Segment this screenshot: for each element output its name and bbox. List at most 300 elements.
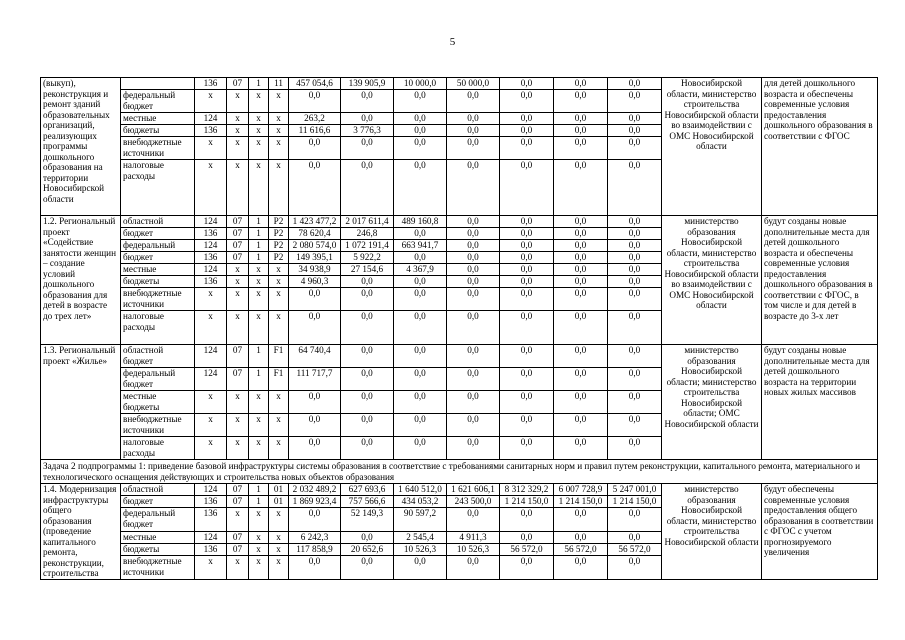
year-value-5: 0,0 bbox=[500, 78, 554, 90]
year-value-6: 0,0 bbox=[554, 345, 608, 368]
year-value-3: 0,0 bbox=[394, 368, 447, 391]
year-value-2: 0,0 bbox=[341, 414, 394, 437]
funding-source: областной bbox=[121, 484, 195, 496]
code-item: 01 bbox=[269, 484, 289, 496]
year-value-5: 0,0 bbox=[500, 90, 554, 113]
code-item: x bbox=[269, 125, 289, 137]
year-value-1: 6 242,3 bbox=[289, 531, 341, 543]
code-program: x bbox=[249, 311, 269, 345]
code-section: x bbox=[227, 311, 249, 345]
code-section: x bbox=[227, 125, 249, 137]
code-item: x bbox=[269, 311, 289, 345]
year-value-7: 0,0 bbox=[608, 113, 662, 125]
year-value-5: 0,0 bbox=[500, 125, 554, 137]
year-value-4: 0,0 bbox=[447, 276, 500, 288]
year-value-7: 0,0 bbox=[608, 125, 662, 137]
year-value-4: 0,0 bbox=[447, 228, 500, 240]
code-item: x bbox=[269, 288, 289, 311]
code-program: 1 bbox=[249, 216, 269, 228]
year-value-7: 0,0 bbox=[608, 311, 662, 345]
code-section: 07 bbox=[227, 368, 249, 391]
year-value-1: 0,0 bbox=[289, 437, 341, 460]
section-1-executor: Новосибирской области, министерство строительства Новосибирской области во взаимодействии с ОМС Новосибирской области bbox=[662, 78, 762, 216]
year-value-5: 0,0 bbox=[500, 137, 554, 160]
code-section: 07 bbox=[227, 484, 249, 496]
year-value-7: 0,0 bbox=[608, 252, 662, 264]
code-grbs: 136 bbox=[195, 252, 227, 264]
year-value-2: 2 017 611,4 bbox=[341, 216, 394, 228]
year-value-1: 1 423 477,2 bbox=[289, 216, 341, 228]
year-value-1: 0,0 bbox=[289, 391, 341, 414]
year-value-7: 0,0 bbox=[608, 508, 662, 531]
year-value-6: 0,0 bbox=[554, 160, 608, 216]
code-section: 07 bbox=[227, 531, 249, 543]
code-grbs: 136 bbox=[195, 496, 227, 508]
funding-source: областной bbox=[121, 216, 195, 228]
table-body bbox=[41, 78, 878, 580]
year-value-2: 0,0 bbox=[341, 276, 394, 288]
year-value-5: 56 572,0 bbox=[500, 543, 554, 555]
year-value-3: 0,0 bbox=[394, 113, 447, 125]
year-value-4: 0,0 bbox=[447, 556, 500, 579]
year-value-1: 2 080 574,0 bbox=[289, 240, 341, 252]
code-item: x bbox=[269, 391, 289, 414]
section-1-name: (выкуп), реконструкция и ремонт зданий образовательных организаций, реализующих программы дошкольного образования на территории Новосибирской области bbox=[41, 78, 121, 216]
year-value-2: 757 566,6 bbox=[341, 496, 394, 508]
code-grbs: x bbox=[195, 437, 227, 460]
year-value-6: 56 572,0 bbox=[554, 543, 608, 555]
year-value-3: 434 053,2 bbox=[394, 496, 447, 508]
code-grbs: 124 bbox=[195, 113, 227, 125]
year-value-2: 0,0 bbox=[341, 437, 394, 460]
year-value-2: 0,0 bbox=[341, 137, 394, 160]
year-value-5: 0,0 bbox=[500, 264, 554, 276]
year-value-3: 0,0 bbox=[394, 345, 447, 368]
year-value-1: 457 054,6 bbox=[289, 78, 341, 90]
year-value-2: 0,0 bbox=[341, 531, 394, 543]
year-value-1: 263,2 bbox=[289, 113, 341, 125]
year-value-3: 4 367,9 bbox=[394, 264, 447, 276]
year-value-6: 0,0 bbox=[554, 414, 608, 437]
year-value-5: 0,0 bbox=[500, 276, 554, 288]
code-grbs: x bbox=[195, 137, 227, 160]
year-value-3: 0,0 bbox=[394, 90, 447, 113]
year-value-1: 0,0 bbox=[289, 556, 341, 579]
year-value-4: 50 000,0 bbox=[447, 78, 500, 90]
funding-source: внебюджетные источники bbox=[121, 556, 195, 579]
code-program: x bbox=[249, 137, 269, 160]
year-value-1: 1 869 923,4 bbox=[289, 496, 341, 508]
code-program: x bbox=[249, 414, 269, 437]
code-program: 1 bbox=[249, 78, 269, 90]
year-value-4: 0,0 bbox=[447, 391, 500, 414]
code-grbs: 124 bbox=[195, 240, 227, 252]
code-section: x bbox=[227, 160, 249, 216]
code-grbs: x bbox=[195, 288, 227, 311]
funding-source: налоговые расходы bbox=[121, 160, 195, 216]
year-value-5: 0,0 bbox=[500, 345, 554, 368]
year-value-2: 0,0 bbox=[341, 90, 394, 113]
year-value-3: 0,0 bbox=[394, 437, 447, 460]
year-value-7: 0,0 bbox=[608, 437, 662, 460]
code-program: x bbox=[249, 391, 269, 414]
code-grbs: 124 bbox=[195, 484, 227, 496]
table-row bbox=[41, 484, 878, 496]
year-value-7: 0,0 bbox=[608, 368, 662, 391]
year-value-5: 0,0 bbox=[500, 240, 554, 252]
year-value-4: 0,0 bbox=[447, 137, 500, 160]
year-value-5: 1 214 150,0 bbox=[500, 496, 554, 508]
year-value-3: 0,0 bbox=[394, 414, 447, 437]
code-section: 07 bbox=[227, 240, 249, 252]
year-value-5: 0,0 bbox=[500, 311, 554, 345]
code-item: F1 bbox=[269, 368, 289, 391]
year-value-7: 0,0 bbox=[608, 288, 662, 311]
task-text: Задача 2 подпрограммы 1: приведение базовой инфраструктуры системы образования в соответствие с требованиями санитарных норм и правил путем реконструкции, капитального ремонта, материального и технологического оснащения действующих и строительства новых объектов образования bbox=[41, 460, 878, 484]
program-table bbox=[40, 77, 878, 580]
funding-source: федеральный бюджет bbox=[121, 90, 195, 113]
year-value-6: 0,0 bbox=[554, 252, 608, 264]
year-value-7: 0,0 bbox=[608, 216, 662, 228]
code-program: x bbox=[249, 113, 269, 125]
year-value-4: 1 621 606,1 bbox=[447, 484, 500, 496]
code-program: 1 bbox=[249, 240, 269, 252]
funding-source: бюджеты bbox=[121, 276, 195, 288]
funding-source: бюджет bbox=[121, 252, 195, 264]
code-program: 1 bbox=[249, 484, 269, 496]
code-program: 1 bbox=[249, 228, 269, 240]
code-item: Р2 bbox=[269, 228, 289, 240]
code-item: x bbox=[269, 543, 289, 555]
code-grbs: 136 bbox=[195, 543, 227, 555]
year-value-5: 0,0 bbox=[500, 368, 554, 391]
code-grbs: x bbox=[195, 414, 227, 437]
funding-source: налоговые расходы bbox=[121, 311, 195, 345]
code-program: x bbox=[249, 531, 269, 543]
year-value-4: 0,0 bbox=[447, 160, 500, 216]
code-section: x bbox=[227, 264, 249, 276]
section-3-executor: министерство образования Новосибирской области; министерство строительства Новосибирской области; ОМС Новосибирской области bbox=[662, 345, 762, 460]
code-section: 07 bbox=[227, 252, 249, 264]
code-program: 1 bbox=[249, 368, 269, 391]
year-value-2: 0,0 bbox=[341, 113, 394, 125]
year-value-3: 0,0 bbox=[394, 252, 447, 264]
code-item: Р2 bbox=[269, 252, 289, 264]
code-section: x bbox=[227, 556, 249, 579]
funding-source: местные bbox=[121, 531, 195, 543]
year-value-1: 111 717,7 bbox=[289, 368, 341, 391]
code-grbs: 136 bbox=[195, 508, 227, 531]
code-program: x bbox=[249, 437, 269, 460]
year-value-5: 0,0 bbox=[500, 288, 554, 311]
year-value-2: 1 072 191,4 bbox=[341, 240, 394, 252]
code-section: x bbox=[227, 414, 249, 437]
year-value-6: 0,0 bbox=[554, 276, 608, 288]
code-item: x bbox=[269, 137, 289, 160]
year-value-1: 2 032 489,2 bbox=[289, 484, 341, 496]
year-value-6: 1 214 150,0 bbox=[554, 496, 608, 508]
year-value-7: 0,0 bbox=[608, 137, 662, 160]
year-value-5: 0,0 bbox=[500, 160, 554, 216]
code-item: x bbox=[269, 437, 289, 460]
year-value-2: 0,0 bbox=[341, 311, 394, 345]
code-item: x bbox=[269, 90, 289, 113]
year-value-6: 0,0 bbox=[554, 311, 608, 345]
year-value-4: 0,0 bbox=[447, 216, 500, 228]
year-value-1: 0,0 bbox=[289, 288, 341, 311]
year-value-5: 8 312 329,2 bbox=[500, 484, 554, 496]
year-value-5: 0,0 bbox=[500, 252, 554, 264]
year-value-7: 0,0 bbox=[608, 160, 662, 216]
code-grbs: 136 bbox=[195, 125, 227, 137]
year-value-6: 0,0 bbox=[554, 531, 608, 543]
year-value-1: 0,0 bbox=[289, 90, 341, 113]
year-value-6: 0,0 bbox=[554, 216, 608, 228]
code-grbs: 136 bbox=[195, 78, 227, 90]
code-program: x bbox=[249, 125, 269, 137]
year-value-6: 0,0 bbox=[554, 125, 608, 137]
code-section: 07 bbox=[227, 78, 249, 90]
code-grbs: 136 bbox=[195, 276, 227, 288]
year-value-6: 0,0 bbox=[554, 113, 608, 125]
funding-source: местные bbox=[121, 113, 195, 125]
year-value-3: 0,0 bbox=[394, 288, 447, 311]
code-section: 07 bbox=[227, 496, 249, 508]
year-value-3: 0,0 bbox=[394, 160, 447, 216]
year-value-3: 0,0 bbox=[394, 125, 447, 137]
code-section: x bbox=[227, 113, 249, 125]
year-value-5: 0,0 bbox=[500, 531, 554, 543]
year-value-2: 0,0 bbox=[341, 556, 394, 579]
year-value-7: 0,0 bbox=[608, 276, 662, 288]
funding-source: бюджеты bbox=[121, 125, 195, 137]
year-value-2: 3 776,3 bbox=[341, 125, 394, 137]
section-2-name: 1.2. Региональный проект «Содействие занятости женщин – создание условий дошкольного образования для детей в возрасте до трех лет» bbox=[41, 216, 121, 345]
year-value-1: 0,0 bbox=[289, 311, 341, 345]
code-program: x bbox=[249, 160, 269, 216]
funding-source: налоговые расходы bbox=[121, 437, 195, 460]
task-row bbox=[41, 460, 878, 484]
year-value-6: 0,0 bbox=[554, 240, 608, 252]
year-value-4: 0,0 bbox=[447, 240, 500, 252]
section-2-executor: министерство образования Новосибирской области, министерство строительства Новосибирской области во взаимодействии с ОМС Новосибирской области bbox=[662, 216, 762, 345]
year-value-1: 64 740,4 bbox=[289, 345, 341, 368]
table-row bbox=[41, 78, 878, 90]
year-value-5: 0,0 bbox=[500, 437, 554, 460]
year-value-6: 0,0 bbox=[554, 437, 608, 460]
year-value-2: 0,0 bbox=[341, 368, 394, 391]
year-value-5: 0,0 bbox=[500, 556, 554, 579]
year-value-7: 0,0 bbox=[608, 414, 662, 437]
code-item: Р2 bbox=[269, 240, 289, 252]
year-value-7: 0,0 bbox=[608, 240, 662, 252]
code-item: 11 bbox=[269, 78, 289, 90]
year-value-6: 0,0 bbox=[554, 368, 608, 391]
year-value-2: 20 652,6 bbox=[341, 543, 394, 555]
code-item: x bbox=[269, 113, 289, 125]
year-value-3: 0,0 bbox=[394, 276, 447, 288]
code-item: Р2 bbox=[269, 216, 289, 228]
year-value-3: 2 545,4 bbox=[394, 531, 447, 543]
code-section: 07 bbox=[227, 216, 249, 228]
year-value-6: 0,0 bbox=[554, 90, 608, 113]
year-value-1: 0,0 bbox=[289, 508, 341, 531]
year-value-2: 0,0 bbox=[341, 160, 394, 216]
funding-source: федеральный бюджет bbox=[121, 368, 195, 391]
section-4-executor: министерство образования Новосибирской области, министерство строительства Новосибирской области bbox=[662, 484, 762, 580]
year-value-3: 90 597,2 bbox=[394, 508, 447, 531]
code-section: x bbox=[227, 90, 249, 113]
year-value-5: 0,0 bbox=[500, 216, 554, 228]
code-program: x bbox=[249, 556, 269, 579]
year-value-3: 10 000,0 bbox=[394, 78, 447, 90]
section-2-result: будут созданы новые дополнительные места для детей дошкольного возраста и обеспечены современные условия предоставления дошкольного образования в соответствии с ФГОС, в том числе и для детей в возрасте до 3-х лет bbox=[762, 216, 878, 345]
section-3-result: будут созданы новые дополнительные места для детей дошкольного возраста на территории новых жилых массивов bbox=[762, 345, 878, 460]
funding-source: бюджеты bbox=[121, 543, 195, 555]
year-value-4: 0,0 bbox=[447, 311, 500, 345]
code-item: x bbox=[269, 414, 289, 437]
year-value-1: 78 620,4 bbox=[289, 228, 341, 240]
year-value-2: 627 693,6 bbox=[341, 484, 394, 496]
year-value-4: 0,0 bbox=[447, 90, 500, 113]
year-value-4: 243 500,0 bbox=[447, 496, 500, 508]
year-value-1: 149 395,1 bbox=[289, 252, 341, 264]
code-section: x bbox=[227, 137, 249, 160]
year-value-3: 0,0 bbox=[394, 228, 447, 240]
year-value-2: 5 922,2 bbox=[341, 252, 394, 264]
year-value-1: 0,0 bbox=[289, 137, 341, 160]
table-row bbox=[41, 345, 878, 368]
year-value-6: 0,0 bbox=[554, 137, 608, 160]
year-value-5: 0,0 bbox=[500, 228, 554, 240]
year-value-7: 0,0 bbox=[608, 391, 662, 414]
year-value-3: 0,0 bbox=[394, 556, 447, 579]
code-program: x bbox=[249, 508, 269, 531]
code-program: x bbox=[249, 288, 269, 311]
code-section: x bbox=[227, 276, 249, 288]
year-value-6: 0,0 bbox=[554, 391, 608, 414]
year-value-2: 246,8 bbox=[341, 228, 394, 240]
code-program: x bbox=[249, 543, 269, 555]
funding-source bbox=[121, 78, 195, 90]
year-value-1: 0,0 bbox=[289, 160, 341, 216]
year-value-5: 0,0 bbox=[500, 391, 554, 414]
year-value-2: 0,0 bbox=[341, 391, 394, 414]
code-item: x bbox=[269, 508, 289, 531]
funding-source: областной бюджет bbox=[121, 345, 195, 368]
year-value-4: 0,0 bbox=[447, 125, 500, 137]
code-program: 1 bbox=[249, 496, 269, 508]
code-section: 07 bbox=[227, 345, 249, 368]
year-value-1: 4 960,3 bbox=[289, 276, 341, 288]
year-value-4: 0,0 bbox=[447, 508, 500, 531]
code-program: x bbox=[249, 276, 269, 288]
year-value-4: 0,0 bbox=[447, 368, 500, 391]
code-section: x bbox=[227, 437, 249, 460]
year-value-7: 56 572,0 bbox=[608, 543, 662, 555]
year-value-6: 0,0 bbox=[554, 556, 608, 579]
year-value-2: 27 154,6 bbox=[341, 264, 394, 276]
year-value-2: 0,0 bbox=[341, 345, 394, 368]
year-value-3: 489 160,8 bbox=[394, 216, 447, 228]
year-value-7: 1 214 150,0 bbox=[608, 496, 662, 508]
funding-source: бюджет bbox=[121, 496, 195, 508]
code-section: 07 bbox=[227, 228, 249, 240]
code-item: x bbox=[269, 160, 289, 216]
year-value-7: 0,0 bbox=[608, 78, 662, 90]
year-value-4: 0,0 bbox=[447, 288, 500, 311]
section-4-result: будут обеспечены современные условия предоставления общего образования в соответствии с ФГОС с учетом прогнозируемого увеличения bbox=[762, 484, 878, 580]
year-value-2: 52 149,3 bbox=[341, 508, 394, 531]
code-grbs: 124 bbox=[195, 531, 227, 543]
section-3-name: 1.3. Региональный проект «Жилье» bbox=[41, 345, 121, 460]
code-item: x bbox=[269, 276, 289, 288]
code-item: F1 bbox=[269, 345, 289, 368]
code-grbs: x bbox=[195, 391, 227, 414]
year-value-6: 0,0 bbox=[554, 288, 608, 311]
year-value-5: 0,0 bbox=[500, 414, 554, 437]
code-grbs: x bbox=[195, 160, 227, 216]
year-value-4: 0,0 bbox=[447, 264, 500, 276]
code-grbs: x bbox=[195, 556, 227, 579]
code-grbs: 124 bbox=[195, 368, 227, 391]
code-grbs: 136 bbox=[195, 228, 227, 240]
year-value-7: 0,0 bbox=[608, 228, 662, 240]
year-value-4: 0,0 bbox=[447, 414, 500, 437]
year-value-2: 139 905,9 bbox=[341, 78, 394, 90]
code-grbs: 124 bbox=[195, 264, 227, 276]
code-grbs: 124 bbox=[195, 345, 227, 368]
year-value-7: 0,0 bbox=[608, 345, 662, 368]
section-4-name: 1.4. Модернизация инфраструктуры общего образования (проведение капитального ремонта, реконструкции, строительства bbox=[41, 484, 121, 580]
code-item: x bbox=[269, 264, 289, 276]
year-value-7: 0,0 bbox=[608, 90, 662, 113]
funding-source: местные bbox=[121, 264, 195, 276]
code-section: x bbox=[227, 288, 249, 311]
year-value-1: 11 616,6 bbox=[289, 125, 341, 137]
funding-source: местные бюджеты bbox=[121, 391, 195, 414]
year-value-6: 0,0 bbox=[554, 264, 608, 276]
code-section: x bbox=[227, 508, 249, 531]
funding-source: внебюджетные источники bbox=[121, 137, 195, 160]
year-value-6: 0,0 bbox=[554, 228, 608, 240]
year-value-1: 117 858,9 bbox=[289, 543, 341, 555]
year-value-4: 0,0 bbox=[447, 437, 500, 460]
year-value-3: 0,0 bbox=[394, 311, 447, 345]
section-1-result: для детей дошкольного возраста и обеспечены современные условия предоставления дошкольного образования в соответствии с ФГОС bbox=[762, 78, 878, 216]
funding-source: бюджет bbox=[121, 228, 195, 240]
year-value-6: 6 007 728,9 bbox=[554, 484, 608, 496]
year-value-3: 1 640 512,0 bbox=[394, 484, 447, 496]
year-value-6: 0,0 bbox=[554, 508, 608, 531]
code-item: x bbox=[269, 556, 289, 579]
funding-source: внебюджетные источники bbox=[121, 414, 195, 437]
year-value-4: 0,0 bbox=[447, 113, 500, 125]
page-number: 5 bbox=[449, 36, 456, 48]
table-row bbox=[41, 216, 878, 228]
funding-source: федеральный бюджет bbox=[121, 508, 195, 531]
code-program: 1 bbox=[249, 345, 269, 368]
year-value-7: 0,0 bbox=[608, 531, 662, 543]
year-value-1: 0,0 bbox=[289, 414, 341, 437]
funding-source: внебюджетные источники bbox=[121, 288, 195, 311]
year-value-5: 0,0 bbox=[500, 113, 554, 125]
year-value-1: 34 938,9 bbox=[289, 264, 341, 276]
code-program: x bbox=[249, 90, 269, 113]
code-program: x bbox=[249, 264, 269, 276]
year-value-2: 0,0 bbox=[341, 288, 394, 311]
code-grbs: x bbox=[195, 311, 227, 345]
